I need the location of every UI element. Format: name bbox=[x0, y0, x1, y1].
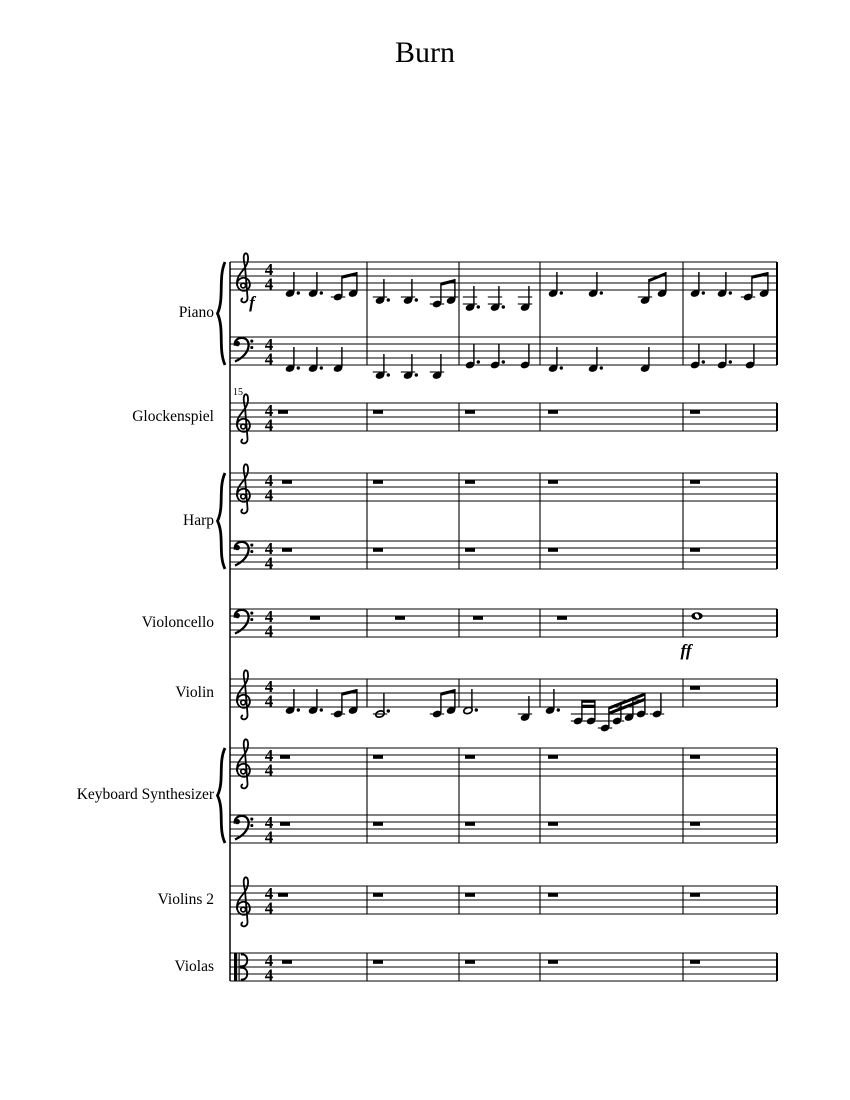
note bbox=[717, 344, 732, 370]
time-signature-denominator: 4 bbox=[264, 760, 274, 780]
time-signature-numerator: 4 bbox=[264, 812, 274, 832]
beamed-eighth-pair bbox=[638, 272, 667, 305]
whole-rest bbox=[373, 822, 383, 826]
whole-rest bbox=[465, 548, 475, 552]
staff-group-harp bbox=[218, 464, 778, 572]
instrument-label-harp: Harp bbox=[183, 512, 214, 529]
whole-rest bbox=[465, 893, 475, 897]
note bbox=[373, 693, 390, 719]
dynamic-marking: f bbox=[249, 293, 255, 312]
treble-clef-icon bbox=[237, 464, 250, 513]
whole-rest bbox=[310, 616, 320, 620]
time-signature-denominator: 4 bbox=[264, 827, 274, 847]
whole-rest bbox=[690, 960, 700, 964]
whole-rest bbox=[373, 755, 383, 759]
whole-rest bbox=[548, 960, 558, 964]
whole-rest bbox=[465, 755, 475, 759]
whole-rest bbox=[282, 480, 292, 484]
treble-clef-icon bbox=[237, 877, 250, 926]
whole-rest bbox=[690, 548, 700, 552]
whole-rest bbox=[280, 822, 290, 826]
score-title: Burn bbox=[395, 36, 455, 69]
staff-group-violas bbox=[230, 951, 777, 985]
whole-rest bbox=[282, 548, 292, 552]
grand-staff-brace bbox=[218, 262, 226, 365]
time-signature-denominator: 4 bbox=[264, 485, 274, 505]
whole-rest bbox=[280, 755, 290, 759]
instrument-label-violoncello: Violoncello bbox=[141, 614, 214, 631]
treble-clef-icon bbox=[237, 739, 250, 788]
whole-rest bbox=[465, 960, 475, 964]
time-signature-numerator: 4 bbox=[264, 334, 274, 354]
whole-rest bbox=[373, 480, 383, 484]
whole-rest bbox=[282, 960, 292, 964]
whole-rest bbox=[690, 686, 700, 690]
time-signature-denominator: 4 bbox=[264, 898, 274, 918]
whole-rest bbox=[690, 893, 700, 897]
whole-rest bbox=[548, 480, 558, 484]
staff-group-violoncello bbox=[230, 607, 777, 660]
whole-rest bbox=[373, 960, 383, 964]
instrument-label-piano: Piano bbox=[178, 304, 214, 321]
staff-group-violin bbox=[230, 670, 777, 732]
measure-number: 15 bbox=[233, 387, 243, 398]
note bbox=[690, 344, 705, 370]
staff-group-glockenspiel bbox=[230, 387, 777, 443]
time-signature-denominator: 4 bbox=[264, 349, 274, 369]
whole-note bbox=[691, 612, 702, 619]
time-signature-numerator: 4 bbox=[264, 606, 274, 626]
time-signature-numerator: 4 bbox=[264, 400, 274, 420]
time-signature-denominator: 4 bbox=[264, 553, 274, 573]
whole-rest bbox=[548, 893, 558, 897]
whole-rest bbox=[373, 893, 383, 897]
time-signature-denominator: 4 bbox=[264, 691, 274, 711]
whole-rest bbox=[465, 410, 475, 414]
note bbox=[520, 344, 530, 370]
time-signature-numerator: 4 bbox=[264, 470, 274, 490]
whole-rest bbox=[465, 480, 475, 484]
treble-clef-icon bbox=[237, 253, 250, 302]
whole-rest bbox=[548, 755, 558, 759]
instrument-label-violas: Violas bbox=[174, 958, 214, 975]
dynamic-marking: ff bbox=[680, 641, 692, 660]
whole-rest bbox=[548, 548, 558, 552]
instrument-label-violin: Violin bbox=[175, 684, 214, 701]
time-signature-numerator: 4 bbox=[264, 883, 274, 903]
time-signature-numerator: 4 bbox=[264, 950, 274, 970]
treble-clef-icon bbox=[237, 670, 250, 719]
time-signature-numerator: 4 bbox=[264, 676, 274, 696]
whole-rest bbox=[473, 616, 483, 620]
time-signature-denominator: 4 bbox=[264, 274, 274, 294]
time-signature-denominator: 4 bbox=[264, 621, 274, 641]
whole-rest bbox=[373, 410, 383, 414]
whole-rest bbox=[690, 822, 700, 826]
whole-rest bbox=[690, 755, 700, 759]
time-signature-denominator: 4 bbox=[264, 965, 274, 985]
grand-staff-brace bbox=[218, 473, 226, 569]
whole-rest bbox=[690, 480, 700, 484]
staff-group-piano bbox=[218, 253, 778, 380]
time-signature-denominator: 4 bbox=[264, 415, 274, 435]
instrument-label-glockenspiel: Glockenspiel bbox=[132, 408, 214, 425]
whole-rest bbox=[557, 616, 567, 620]
whole-rest bbox=[278, 410, 288, 414]
beamed-sixteenth-group bbox=[571, 700, 598, 726]
time-signature-numerator: 4 bbox=[264, 745, 274, 765]
whole-rest bbox=[373, 548, 383, 552]
whole-rest bbox=[465, 822, 475, 826]
staff-group-violins2 bbox=[230, 877, 777, 926]
grand-staff-brace bbox=[218, 748, 226, 843]
whole-rest bbox=[395, 616, 405, 620]
staff-group-keyboard-synthesizer bbox=[218, 739, 778, 846]
note bbox=[745, 344, 755, 370]
whole-rest bbox=[548, 410, 558, 414]
whole-rest bbox=[278, 893, 288, 897]
treble-clef-icon bbox=[237, 394, 250, 443]
note bbox=[465, 344, 480, 370]
whole-rest bbox=[690, 410, 700, 414]
whole-rest bbox=[548, 822, 558, 826]
time-signature-numerator: 4 bbox=[264, 259, 274, 279]
instrument-label-keyboard-synthesizer: Keyboard Synthesizer bbox=[76, 786, 214, 803]
note bbox=[650, 693, 664, 719]
time-signature-numerator: 4 bbox=[264, 538, 274, 558]
instrument-label-violins-2: Violins 2 bbox=[157, 891, 214, 908]
note bbox=[490, 344, 505, 370]
beamed-sixteenth-group bbox=[598, 693, 648, 733]
